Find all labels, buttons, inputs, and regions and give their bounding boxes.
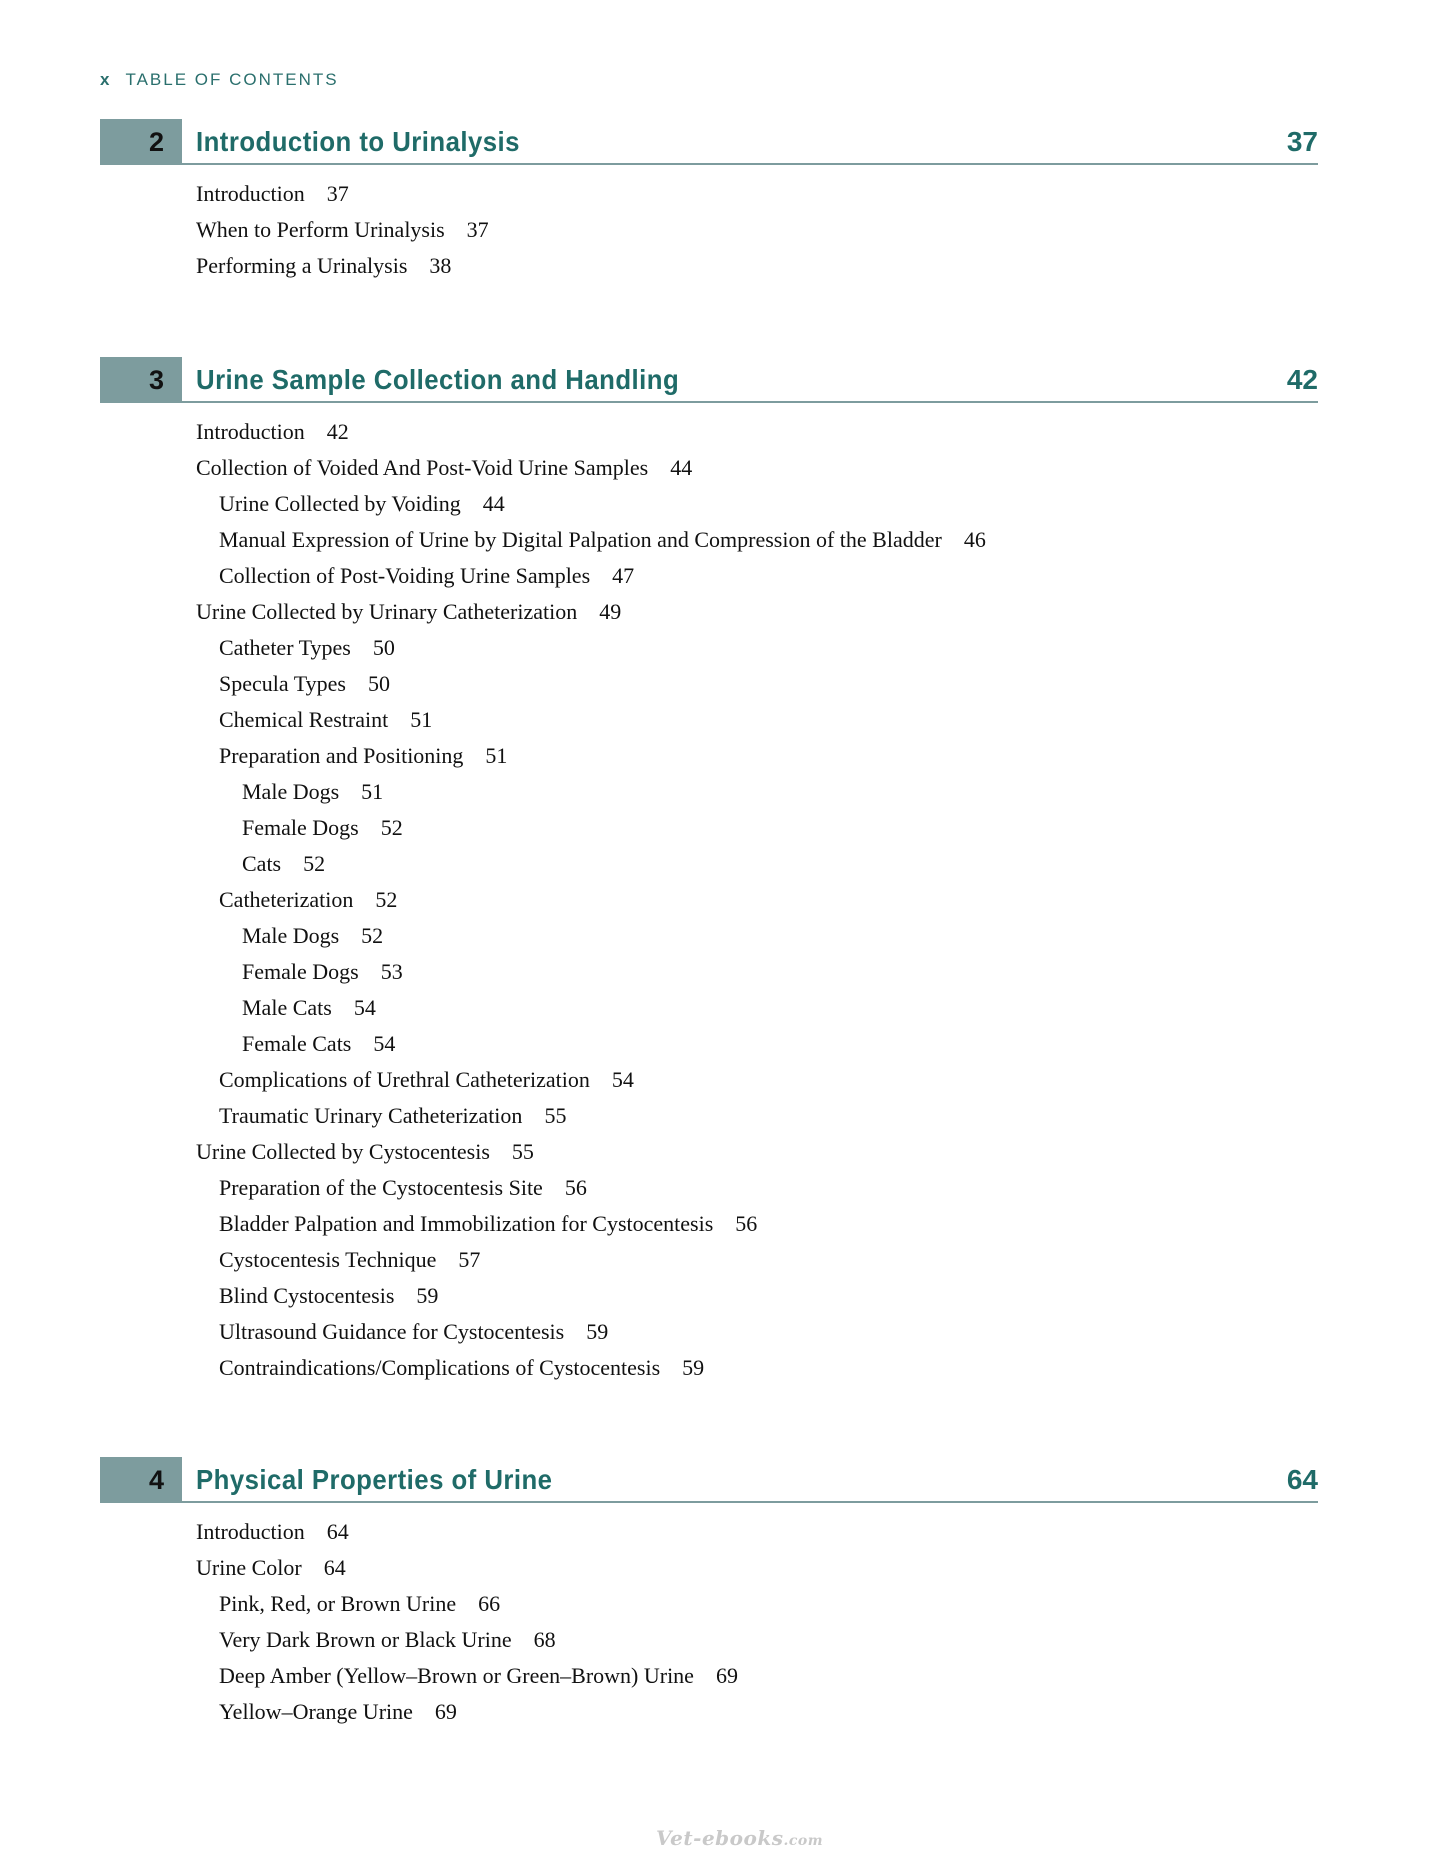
- chapter-2: [100, 119, 1318, 284]
- chapter-3: [100, 357, 1318, 1386]
- chapter-heading: [100, 1457, 1318, 1503]
- toc-entry-page-number: 51: [485, 743, 508, 768]
- chapter-number: 4: [100, 1457, 182, 1503]
- toc-entry-title: Yellow–Orange Urine: [219, 1699, 413, 1724]
- toc-entry-title: Preparation of the Cystocentesis Site: [219, 1175, 543, 1200]
- toc-entry-title: Urine Collected by Urinary Catheterization: [196, 599, 578, 624]
- toc-entry-page-number: 59: [586, 1319, 609, 1344]
- toc-entry[interactable]: [100, 1170, 1318, 1206]
- toc-entry-title: Blind Cystocentesis: [219, 1283, 395, 1308]
- toc-entry-title: Contraindications/Complications of Cystocentesis: [219, 1355, 661, 1380]
- toc-entry-list: [100, 414, 1318, 1386]
- toc-entry-title: Introduction: [196, 1519, 305, 1544]
- chapter-title[interactable]: Urine Sample Collection and Handling: [196, 364, 680, 395]
- chapter-4: [100, 1457, 1318, 1730]
- toc-entry-list: [100, 176, 1318, 284]
- toc-entry[interactable]: [100, 176, 1318, 212]
- toc-entry-page-number: 37: [466, 217, 489, 242]
- toc-entry[interactable]: [100, 666, 1318, 702]
- toc-entry[interactable]: [100, 594, 1318, 630]
- toc-entry-page-number: 54: [611, 1067, 634, 1092]
- toc-entry-title: Ultrasound Guidance for Cystocentesis: [219, 1319, 565, 1344]
- toc-entry[interactable]: [100, 1586, 1318, 1622]
- toc-entry[interactable]: [100, 990, 1318, 1026]
- chapter-heading: [100, 119, 1318, 165]
- toc-entry[interactable]: [100, 1062, 1318, 1098]
- toc-entry-title: Bladder Palpation and Immobilization for Cystocentesis: [219, 1211, 714, 1236]
- toc-entry-page-number: 38: [429, 253, 452, 278]
- chapter-page-number: 42: [1286, 364, 1318, 395]
- toc-entry-title: Cystocentesis Technique: [219, 1247, 437, 1272]
- toc-entry[interactable]: [100, 1350, 1318, 1386]
- toc-entry-title: Male Cats: [242, 995, 332, 1020]
- chapter-page-number: 64: [1286, 1464, 1318, 1495]
- toc-entry-page-number: 51: [410, 707, 433, 732]
- chapter-number: 2: [100, 119, 182, 165]
- toc-entry-page-number: 59: [416, 1283, 439, 1308]
- toc-entry[interactable]: [100, 248, 1318, 284]
- toc-entry[interactable]: [100, 1550, 1318, 1586]
- toc-entry-page-number: 46: [963, 527, 986, 552]
- toc-entry-page-number: 55: [511, 1139, 534, 1164]
- toc-entry-page-number: 51: [361, 779, 384, 804]
- toc-entry-title: Traumatic Urinary Catheterization: [219, 1103, 523, 1128]
- toc-entry-title: Catheter Types: [219, 635, 351, 660]
- toc-entry-page-number: 42: [326, 419, 349, 444]
- watermark-text: Vet-ebooks: [656, 1826, 784, 1850]
- toc-entry[interactable]: [100, 1026, 1318, 1062]
- toc-entry-page-number: 52: [375, 887, 398, 912]
- toc-entry[interactable]: [100, 1278, 1318, 1314]
- toc-entry[interactable]: [100, 918, 1318, 954]
- toc-entry[interactable]: [100, 212, 1318, 248]
- toc-entry[interactable]: [100, 846, 1318, 882]
- toc-entry-title: Collection of Post-Voiding Urine Samples: [219, 563, 591, 588]
- toc-entry[interactable]: [100, 1206, 1318, 1242]
- toc-entry-page-number: 64: [326, 1519, 349, 1544]
- chapter-title[interactable]: Introduction to Urinalysis: [196, 126, 520, 157]
- toc-entry[interactable]: [100, 810, 1318, 846]
- toc-entry[interactable]: [100, 450, 1318, 486]
- toc-entry-page-number: 47: [612, 563, 635, 588]
- toc-entry-title: Complications of Urethral Catheterization: [219, 1067, 590, 1092]
- toc-entry[interactable]: [100, 414, 1318, 450]
- toc-entry-title: Female Cats: [242, 1031, 352, 1056]
- toc-entry-title: Urine Collected by Cystocentesis: [196, 1139, 490, 1164]
- toc-entry-title: Introduction: [196, 181, 305, 206]
- toc-entry-title: Urine Collected by Voiding: [219, 491, 461, 516]
- toc-entry-page-number: 52: [380, 815, 403, 840]
- chapter-heading: [100, 357, 1318, 403]
- toc-entry-title: Pink, Red, or Brown Urine: [219, 1591, 457, 1616]
- toc-entry-page-number: 50: [367, 671, 390, 696]
- toc-entry-title: Specula Types: [219, 671, 346, 696]
- toc-entry-title: Collection of Voided And Post-Void Urine Samples: [196, 455, 649, 480]
- toc-entry-page-number: 64: [323, 1555, 346, 1580]
- watermark-logo: [656, 1826, 823, 1850]
- toc-entry[interactable]: [100, 1134, 1318, 1170]
- watermark-suffix: .com: [783, 1833, 824, 1849]
- toc-entry[interactable]: [100, 1242, 1318, 1278]
- toc-entry-page-number: 57: [458, 1247, 481, 1272]
- running-header: [100, 70, 339, 90]
- toc-entry-page-number: 44: [482, 491, 505, 516]
- toc-entry-title: Chemical Restraint: [219, 707, 389, 732]
- toc-entry-title: Preparation and Positioning: [219, 743, 464, 768]
- toc-entry[interactable]: [100, 954, 1318, 990]
- toc-entry[interactable]: [100, 882, 1318, 918]
- toc-entry-page-number: 56: [564, 1175, 587, 1200]
- chapter-title[interactable]: Physical Properties of Urine: [196, 1464, 553, 1495]
- toc-entry-title: Manual Expression of Urine by Digital Palpation and Compression of the Bladder: [219, 527, 942, 552]
- toc-entry-title: Male Dogs: [242, 779, 340, 804]
- toc-entry[interactable]: [100, 1514, 1318, 1550]
- toc-entry-page-number: 50: [372, 635, 395, 660]
- toc-entry-page-number: 69: [715, 1663, 738, 1688]
- toc-entry-title: Female Dogs: [242, 959, 359, 984]
- chapter-page-number: 37: [1286, 126, 1318, 157]
- toc-entry[interactable]: [100, 1098, 1318, 1134]
- toc-entry-page-number: 55: [544, 1103, 567, 1128]
- toc-entry-page-number: 56: [735, 1211, 758, 1236]
- toc-entry[interactable]: [100, 1658, 1318, 1694]
- toc-entry-title: Cats: [242, 851, 282, 876]
- toc-entry-list: [100, 1514, 1318, 1730]
- toc-entry[interactable]: [100, 774, 1318, 810]
- page-folio: x: [100, 70, 112, 89]
- toc-entry-page-number: 59: [682, 1355, 705, 1380]
- toc-entry-title: When to Perform Urinalysis: [196, 217, 445, 242]
- toc-entry-page-number: 37: [326, 181, 349, 206]
- toc-entry-title: Performing a Urinalysis: [196, 253, 408, 278]
- toc-entry[interactable]: [100, 486, 1318, 522]
- chapter-number: 3: [100, 357, 182, 403]
- toc-entry-page-number: 54: [373, 1031, 396, 1056]
- toc-entry[interactable]: [100, 1622, 1318, 1658]
- toc-entry[interactable]: [100, 738, 1318, 774]
- toc-entry-page-number: 52: [303, 851, 326, 876]
- running-header-title: TABLE OF CONTENTS: [125, 70, 339, 89]
- toc-entry-page-number: 52: [361, 923, 384, 948]
- toc-entry[interactable]: [100, 558, 1318, 594]
- toc-entry[interactable]: [100, 522, 1318, 558]
- toc-entry[interactable]: [100, 702, 1318, 738]
- toc-entry-page-number: 66: [478, 1591, 501, 1616]
- toc-entry[interactable]: [100, 630, 1318, 666]
- toc-entry-title: Female Dogs: [242, 815, 359, 840]
- toc-entry-page-number: 69: [434, 1699, 457, 1724]
- toc-entry-title: Introduction: [196, 419, 305, 444]
- toc-entry-page-number: 54: [353, 995, 376, 1020]
- toc-entry-title: Male Dogs: [242, 923, 340, 948]
- toc-entry-page-number: 49: [599, 599, 622, 624]
- toc-entry-page-number: 53: [380, 959, 403, 984]
- toc-entry-title: Deep Amber (Yellow–Brown or Green–Brown) Urine: [219, 1663, 694, 1688]
- toc-entry[interactable]: [100, 1314, 1318, 1350]
- toc-entry-title: Catheterization: [219, 887, 354, 912]
- toc-entry-title: Very Dark Brown or Black Urine: [219, 1627, 512, 1652]
- toc-entry-page-number: 68: [533, 1627, 556, 1652]
- toc-entry[interactable]: [100, 1694, 1318, 1730]
- toc-entry-title: Urine Color: [196, 1555, 302, 1580]
- toc-entry-page-number: 44: [670, 455, 693, 480]
